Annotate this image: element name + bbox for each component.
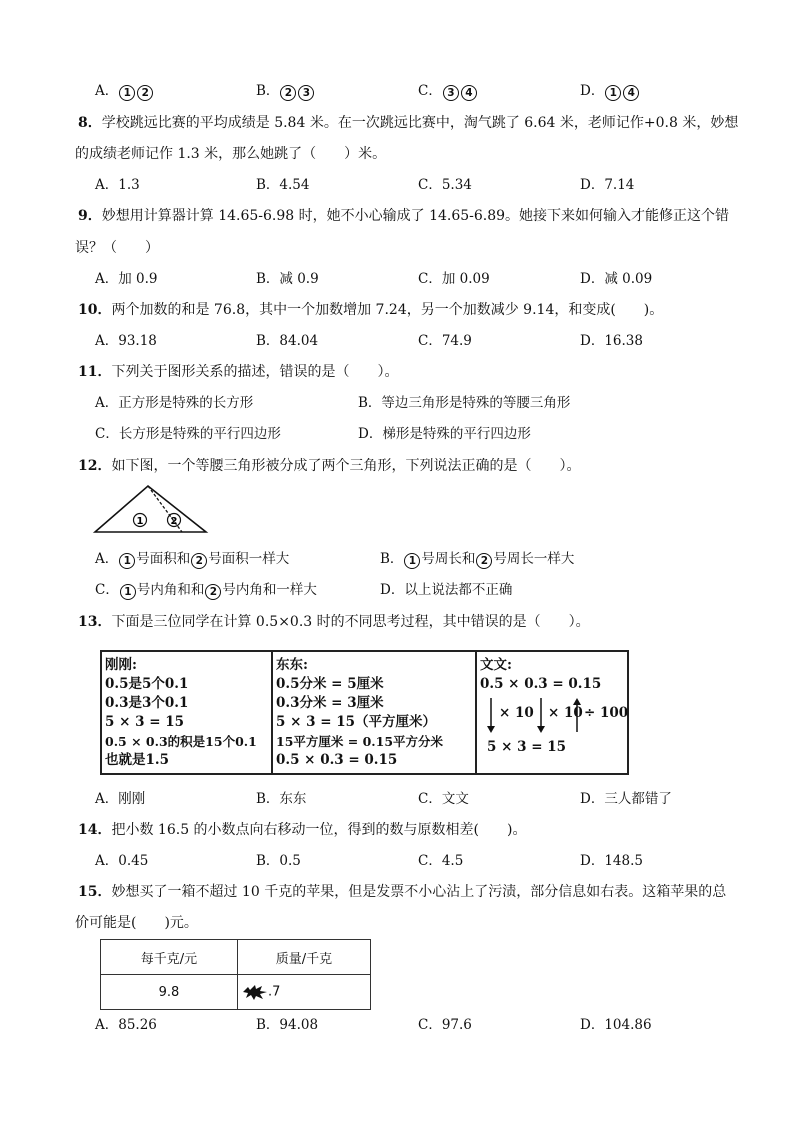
solution-line: 0.5 × 0.3的积是15个0.1 (105, 734, 257, 749)
q10-option-a[interactable]: A．93.18 (95, 333, 157, 349)
q12-option-a[interactable]: A． 1 号面积和 2 号面积一样大 (95, 551, 290, 567)
circled-number: 2 (280, 85, 296, 101)
region-1-label: 1 (136, 516, 144, 527)
down-arrow-icon (487, 726, 495, 733)
q7-option-b[interactable]: B． 2 3 (256, 81, 315, 101)
solution-line: 0.5 × 0.3 = 0.15 (480, 676, 602, 692)
header-price-per-kg: 每千克/元 (101, 940, 238, 975)
question-9-line-2: 误？（ ） (75, 240, 159, 256)
q14-option-a[interactable]: A．0.45 (95, 853, 149, 869)
solution-line: 5 × 3 = 15 (105, 714, 184, 730)
q9-option-b[interactable]: B．减 0.9 (256, 271, 319, 287)
triangle-outline (95, 486, 206, 532)
q11-option-d[interactable]: D．梯形是特殊的平行四边形 (358, 426, 531, 442)
wen-solution (477, 652, 627, 773)
circled-number: 1 (404, 553, 420, 569)
question-8-line-1: 8．学校跳远比赛的平均成绩是 5.84 米。在一次跳远比赛中，淘气跳了 6.64 米，老师记作+0.8 米，妙想 (78, 115, 739, 131)
solution-line: 5 × 3 = 15（平方厘米） (276, 714, 436, 730)
dong-solution (273, 652, 477, 773)
q12-option-d[interactable]: D．以上说法都不正确 (380, 582, 513, 598)
q13-option-d[interactable]: D．三人都错了 (580, 791, 672, 807)
circled-number: 2 (137, 85, 153, 101)
question-12-line-1: 12．如下图，一个等腰三角形被分成了两个三角形，下列说法正确的是（ ）。 (78, 458, 581, 474)
circled-number: 4 (461, 85, 477, 101)
q12-option-b[interactable]: B． 1 号周长和 2 号周长一样大 (380, 551, 575, 567)
solution-line: 5 × 3 = 15 (487, 739, 566, 755)
circled-number: 1 (119, 553, 135, 569)
header-mass-kg: 质量/千克 (238, 940, 371, 975)
q15-option-a[interactable]: A．85.26 (95, 1017, 157, 1033)
solution-line: 文文: (480, 657, 512, 673)
invoice-table (100, 939, 371, 1010)
q8-option-d[interactable]: D．7.14 (580, 177, 635, 193)
q15-option-b[interactable]: B．94.08 (256, 1017, 319, 1033)
q10-option-d[interactable]: D．16.38 (580, 333, 643, 349)
q8-option-c[interactable]: C．5.34 (418, 177, 472, 193)
q7-option-a[interactable]: A． 1 2 (95, 81, 154, 101)
q13-option-c[interactable]: C．文文 (418, 791, 469, 807)
solution-line: 0.3是3个0.1 (105, 695, 189, 711)
question-8-line-2: 的成绩老师记作 1.3 米，那么她跳了（ ）米。 (75, 146, 387, 162)
solution-line: 0.3分米 = 3厘米 (276, 695, 384, 711)
q13-option-b[interactable]: B．东东 (256, 791, 307, 807)
q14-option-d[interactable]: D．148.5 (580, 853, 643, 869)
q15-option-c[interactable]: C．97.6 (418, 1017, 472, 1033)
divide-label: ÷ 100 (584, 705, 629, 721)
gang-solution (102, 652, 273, 773)
q12-option-c[interactable]: C． 1 号内角和和 2 号内角和一样大 (95, 582, 317, 598)
q10-option-b[interactable]: B．84.04 (256, 333, 319, 349)
q10-option-c[interactable]: C．74.9 (418, 333, 472, 349)
question-10-line-1: 10．两个加数的和是 76.8，其中一个加数增加 7.24，另一个加数减少 9.14，和变成( )。 (78, 302, 664, 318)
q9-option-c[interactable]: C．加 0.09 (418, 271, 490, 287)
question-14-line-1: 14．把小数 16.5 的小数点向右移动一位，得到的数与原数相差( )。 (78, 822, 527, 838)
question-9-line-1: 9．妙想用计算器计算 14.65-6.98 时，她不小心输成了 14.65-6.89。她接下来如何输入才能修正这个错 (78, 208, 730, 224)
solution-line: 东东: (276, 657, 308, 673)
q8-option-a[interactable]: A．1.3 (95, 177, 140, 193)
q13-option-a[interactable]: A．刚刚 (95, 791, 146, 807)
circled-number: 1 (120, 584, 136, 600)
circled-number: 2 (476, 553, 492, 569)
q14-option-c[interactable]: C．4.5 (418, 853, 464, 869)
q11-option-c[interactable]: C．长方形是特殊的平行四边形 (95, 426, 281, 442)
region-2-label: 2 (170, 516, 178, 527)
solution-line: 0.5是5个0.1 (105, 676, 189, 692)
q15-option-d[interactable]: D．104.86 (580, 1017, 652, 1033)
q7-option-c[interactable]: C． 3 4 (418, 81, 478, 101)
solution-line: 0.5 × 0.3 = 0.15 (276, 752, 398, 768)
multiply-label: × 10 (499, 705, 534, 721)
q7-option-d[interactable]: D． 1 4 (580, 81, 640, 101)
isosceles-triangle-figure (92, 483, 212, 535)
circled-number: 4 (623, 85, 639, 101)
q11-option-b[interactable]: B．等边三角形是特殊的等腰三角形 (358, 395, 571, 411)
solutions-table (100, 650, 629, 775)
question-15-line-1: 15．妙想买了一箱不超过 10 千克的苹果，但是发票不小心沾上了污渍，部分信息如右表。这箱苹果的总 (78, 884, 727, 900)
q9-option-a[interactable]: A．加 0.9 (95, 271, 158, 287)
question-15-line-2: 价可能是( )元。 (75, 915, 198, 931)
circled-number: 3 (443, 85, 459, 101)
down-arrow-icon (537, 726, 545, 733)
q14-option-b[interactable]: B．0.5 (256, 853, 301, 869)
mass-cell (238, 975, 371, 1010)
solution-line: 0.5分米 = 5厘米 (276, 676, 384, 692)
mass-value: .7 (268, 984, 281, 1000)
q8-option-b[interactable]: B．4.54 (256, 177, 310, 193)
circled-number: 1 (605, 85, 621, 101)
question-13-line-1: 13．下面是三位同学在计算 0.5×0.3 时的不同思考过程，其中错误的是（ ）。 (78, 614, 590, 630)
price-cell: 9.8 (101, 975, 238, 1010)
ink-stain-icon (242, 984, 268, 1000)
solution-line: 15平方厘米 = 0.15平方分米 (276, 734, 444, 749)
multiply-label: × 10 (548, 705, 583, 721)
circled-number: 2 (205, 584, 221, 600)
circled-number: 2 (191, 553, 207, 569)
q11-option-a[interactable]: A．正方形是特殊的长方形 (95, 395, 254, 411)
q9-option-d[interactable]: D．减 0.09 (580, 271, 653, 287)
question-11-line-1: 11．下列关于图形关系的描述，错误的是（ ）。 (78, 364, 399, 380)
solution-line: 刚刚: (105, 657, 137, 673)
circled-number: 1 (119, 85, 135, 101)
circled-number: 3 (298, 85, 314, 101)
solution-line: 也就是1.5 (105, 752, 169, 768)
